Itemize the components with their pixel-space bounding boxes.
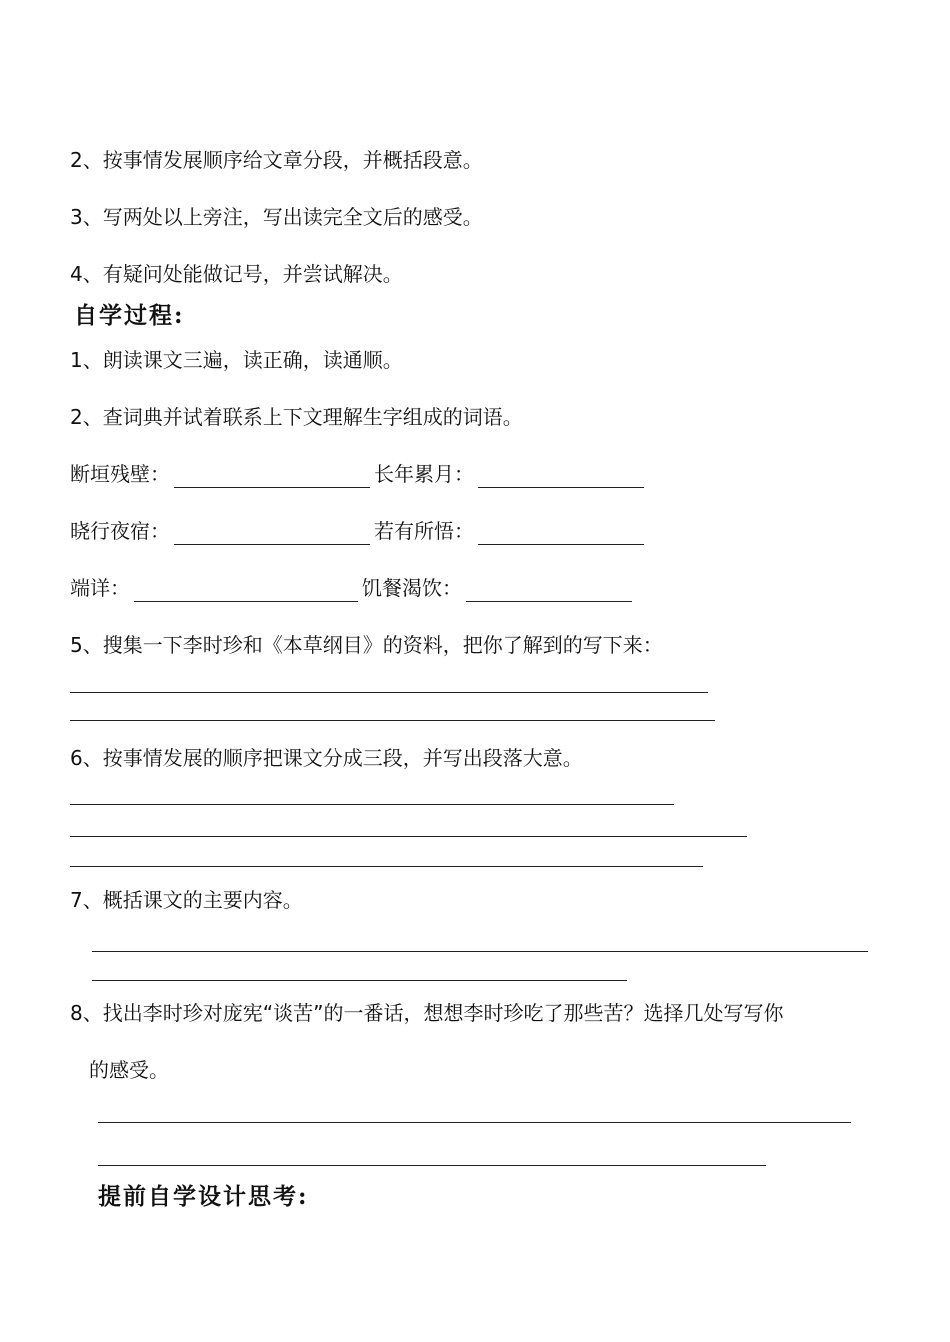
vocab-term: 断垣残壁： [70, 462, 170, 486]
process-heading: 自学过程: [74, 302, 185, 329]
vocab-row-1 [70, 460, 648, 488]
answer-line[interactable] [98, 1122, 851, 1123]
answer-line[interactable] [92, 980, 627, 981]
answer-blank[interactable] [478, 522, 644, 545]
answer-line[interactable] [70, 866, 703, 867]
answer-line[interactable] [70, 836, 747, 837]
objective-2: 2、按事情发展顺序给文章分段，并概括段意。 [70, 148, 483, 172]
answer-blank[interactable] [174, 465, 370, 488]
answer-line[interactable] [70, 692, 708, 693]
question-7: 7、概括课文的主要内容。 [70, 888, 303, 912]
step-2: 2、查词典并试着联系上下文理解生字组成的词语。 [70, 405, 523, 429]
vocab-row-2 [70, 517, 648, 545]
step-1: 1、朗读课文三遍，读正确，读通顺。 [70, 348, 403, 372]
objective-3: 3、写两处以上旁注，写出读完全文后的感受。 [70, 205, 483, 229]
answer-line[interactable] [70, 804, 674, 805]
answer-line[interactable] [70, 720, 715, 721]
answer-line[interactable] [92, 951, 868, 952]
answer-blank[interactable] [174, 522, 370, 545]
question-8-continued: 的感受。 [89, 1058, 169, 1082]
vocab-term: 若有所悟： [374, 519, 474, 543]
vocab-term: 端详： [70, 576, 130, 600]
answer-blank[interactable] [466, 579, 632, 602]
question-8: 8、找出李时珍对庞宪“谈苦”的一番话，想想李时珍吃了那些苦？选择几处写写你 [70, 1001, 784, 1025]
vocab-term: 长年累月： [374, 462, 474, 486]
design-heading: 提前自学设计思考: [98, 1183, 309, 1210]
vocab-term: 晓行夜宿： [70, 519, 170, 543]
objective-4: 4、有疑问处能做记号，并尝试解决。 [70, 262, 403, 286]
question-6: 6、按事情发展的顺序把课文分成三段，并写出段落大意。 [70, 746, 583, 770]
question-5: 5、搜集一下李时珍和《本草纲目》的资料，把你了解到的写下来： [70, 633, 663, 657]
answer-line[interactable] [98, 1165, 766, 1166]
vocab-term: 饥餐渴饮： [362, 576, 462, 600]
answer-blank[interactable] [134, 579, 358, 602]
answer-blank[interactable] [478, 465, 644, 488]
vocab-row-3 [70, 574, 636, 602]
